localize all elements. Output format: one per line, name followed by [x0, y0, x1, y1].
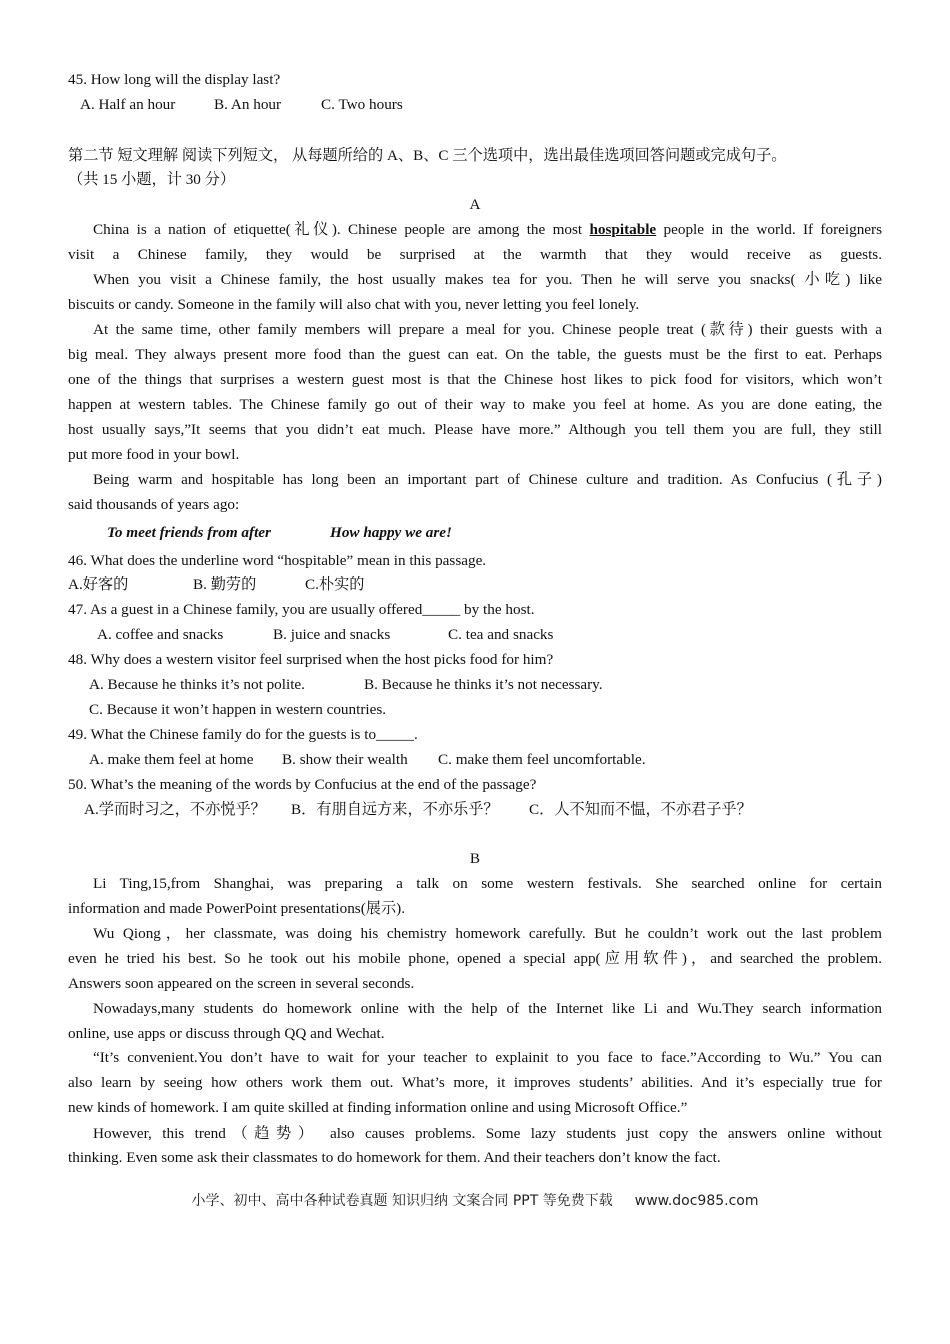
question-49-options	[89, 750, 646, 770]
underlined-word-hospitable: hospitable	[589, 221, 657, 238]
passage-b-line: even he tried his best. So he took out his mobile phone, opened a special app(应用软件)，and searched the problem.	[68, 950, 882, 967]
section-note: （共 15 小题，计 30 分）	[68, 171, 236, 188]
passage-a-line: big meal. They always present more food than the guest can eat. On the table, the guests must be the first to eat. Perhaps	[68, 346, 882, 363]
question-47-options	[97, 625, 553, 645]
passage-a-line: visit a Chinese family, they would be surprised at the warmth that they would receive as guests.	[68, 246, 882, 263]
confucius-quote-2: How happy we are!	[330, 524, 452, 541]
question-46-options	[68, 575, 365, 595]
passage-a-line-1: China is a nation of etiquette(礼仪). Chinese people are among the most hospitable people in the world. If foreigners	[93, 221, 882, 238]
option-c: C. tea and snacks	[448, 626, 554, 643]
question-45-options	[80, 95, 403, 115]
passage-b-line: also learn by seeing how others work them out. What’s more, it improves students’ abilities. And it’s especially true for	[68, 1074, 882, 1091]
passage-b-line: Wu Qiong，her classmate, was doing his chemistry homework carefully. But he couldn’t work out the last problem	[93, 925, 882, 942]
passage-a-line: host usually says,”It seems that you didn’t eat much. Please have more.” Although you tell them you are full, they still	[68, 421, 882, 438]
question-48: 48. Why does a western visitor feel surprised when the host picks food for him?	[68, 651, 554, 668]
option-a: A. Because he thinks it’s not polite.	[89, 676, 305, 693]
option-a: A.好客的	[68, 576, 129, 593]
question-50-options	[84, 800, 752, 820]
question-46: 46. What does the underline word “hospitable” mean in this passage.	[68, 552, 487, 569]
passage-a-line: When you visit a Chinese family, the host usually makes tea for you. Then he will serve you snacks( 小吃) like	[93, 271, 882, 288]
passage-b-line: “It’s convenient.You don’t have to wait for your teacher to explainit to you face to face.”According to Wu.” You can	[93, 1049, 882, 1066]
section-heading: 第二节 短文理解 阅读下列短文， 从每题所给的 A、B、C 三个选项中，选出最佳选项回答问题或完成句子。	[68, 147, 787, 164]
passage-b-line: information and made PowerPoint presentations(展示).	[68, 900, 406, 917]
question-48-options-ab	[89, 675, 603, 695]
passage-b-line: Nowadays,many students do homework online with the help of the Internet like Li and Wu.They search information	[93, 1000, 882, 1017]
option-c: C.朴实的	[305, 576, 365, 593]
question-45: 45. How long will the display last?	[68, 71, 281, 88]
option-b: B. Because he thinks it’s not necessary.	[364, 676, 603, 693]
option-b: B. juice and snacks	[273, 626, 391, 643]
passage-a-line: happen at western tables. The Chinese family go out of their way to make you feel at home. As you are done eating, the	[68, 396, 882, 413]
option-c: C. Two hours	[321, 96, 403, 113]
option-a: A. coffee and snacks	[97, 626, 224, 643]
option-c: C. make them feel uncomfortable.	[438, 751, 646, 768]
question-47: 47. As a guest in a Chinese family, you are usually offered_____ by the host.	[68, 601, 535, 618]
passage-b-line: thinking. Even some ask their classmates to do homework for them. And their teachers don’t know the fact.	[68, 1149, 721, 1166]
passage-b-line: Answers soon appeared on the screen in several seconds.	[68, 975, 415, 992]
passage-a-line: one of the things that surprises a western guest most is that the Chinese host likes to pick food for visitors, which won’t	[68, 371, 882, 388]
option-b: B. show their wealth	[282, 751, 408, 768]
option-a: A.学而时习之，不亦悦乎？	[84, 801, 266, 818]
confucius-quote-1: To meet friends from after	[107, 524, 271, 541]
passage-b-label: B	[469, 850, 481, 867]
option-b: B. An hour	[214, 96, 282, 113]
question-50: 50. What’s the meaning of the words by Confucius at the end of the passage?	[68, 776, 537, 793]
passage-a-line: Being warm and hospitable has long been an important part of Chinese culture and tradition. As Confucius (孔子)	[93, 471, 882, 488]
question-49: 49. What the Chinese family do for the guests is to_____.	[68, 726, 418, 743]
footer-url[interactable]: www.doc985.com	[634, 1193, 759, 1209]
option-b: B．有朋自远方来，不亦乐乎？	[291, 801, 499, 818]
passage-b-line: Li Ting,15,from Shanghai, was preparing a talk on some western festivals. She searched online for certain	[93, 875, 882, 892]
option-c: C．人不知而不愠，不亦君子乎？	[529, 801, 752, 818]
option-a: A. make them feel at home	[89, 751, 254, 768]
option-c: C. Because it won’t happen in western countries.	[89, 701, 387, 718]
page-footer	[0, 1190, 950, 1210]
passage-b-line: online, use apps or discuss through QQ and Wechat.	[68, 1025, 385, 1042]
passage-a-line: biscuits or candy. Someone in the family will also chat with you, never letting you feel lonely.	[68, 296, 640, 313]
passage-a-line: At the same time, other family members will prepare a meal for you. Chinese people treat (款待) their guests with a	[93, 321, 882, 338]
passage-a-line: put more food in your bowl.	[68, 446, 240, 463]
passage-a-line: said thousands of years ago:	[68, 496, 240, 513]
passage-b-line: new kinds of homework. I am quite skilled at finding information online and using Microsoft Office.”	[68, 1099, 688, 1116]
passage-a-label: A	[469, 196, 481, 213]
option-b: B. 勤劳的	[193, 576, 257, 593]
footer-text: 小学、初中、高中各种试卷真题 知识归纳 文案合同 PPT 等免费下载	[191, 1193, 613, 1209]
option-a: A. Half an hour	[80, 96, 176, 113]
passage-b-line: However, this trend（趋势） also causes problems. Some lazy students just copy the answers online without	[93, 1125, 882, 1142]
